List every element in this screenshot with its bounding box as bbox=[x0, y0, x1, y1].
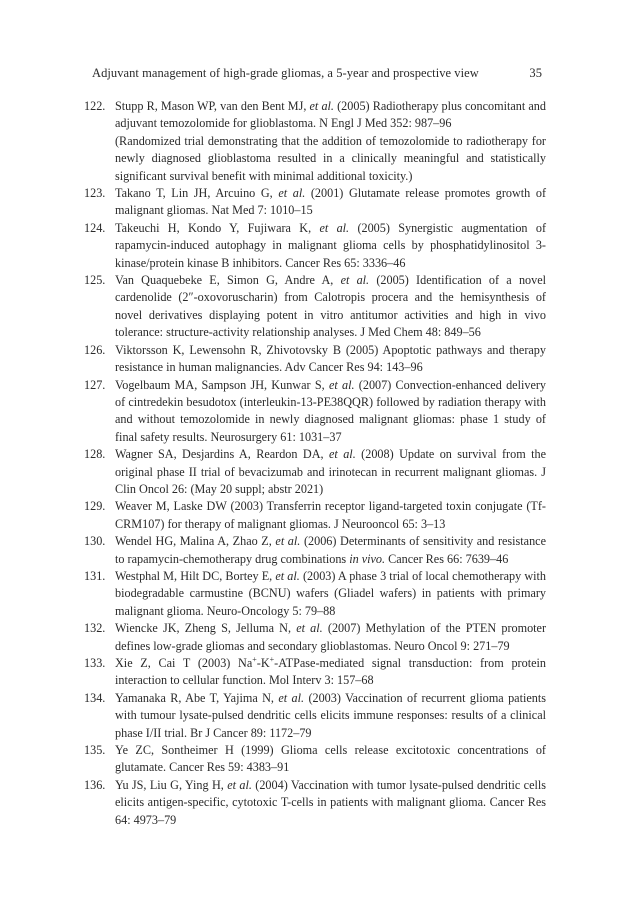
reference-et-al: et al. bbox=[296, 621, 323, 636]
reference-number: 133. bbox=[84, 656, 106, 670]
reference-text: (2007) Methylation of the PTEN promoter defines low-grade gliomas and secondary glioblastomas. Neuro Oncol 9: 271–79 bbox=[115, 621, 547, 653]
reference-authors: Wendel HG, Malina A, Zhao Z, bbox=[115, 534, 272, 549]
reference-text: Viktorsson K, Lewensohn R, Zhivotovsky B (2005) Apoptotic pathways and therapy resistance in human malignancies. Adv Cancer Res 94: 143–96 bbox=[115, 342, 546, 375]
reference-et-al: et al. bbox=[309, 99, 334, 113]
superscript-plus: + bbox=[269, 654, 275, 664]
reference-number: 132. bbox=[84, 621, 106, 636]
reference-number: 127. bbox=[84, 377, 106, 392]
reference-text: -ATPase-mediated signal transduction: from protein interaction to cellular function. Mol Interv 3: 157–68 bbox=[115, 656, 546, 688]
reference-et-al: et al. bbox=[278, 690, 305, 705]
reference-et-al: et al. bbox=[278, 186, 306, 201]
reference-text: (2007) Convection-enhanced delivery of cintredekin besudotox (interleukin-13-PE38QQR) followed by radiation therapy with and without temozolomide in newly diagnosed malignant gliomas: phase 1 study of final safety results. Neurosurgery 61: 1031–37 bbox=[115, 377, 547, 444]
reference-number: 125. bbox=[84, 273, 106, 288]
reference-text: (2005) Identification of a novel cardenolide (2″-oxovoruscharin) from Calotropis procera and the hemisynthesis of novel derivatives displaying potent in vitro antitumor activities and high in vivo tolerance: structure-activity relationship analyses. J Med Chem 48: 849–56 bbox=[115, 273, 547, 340]
reference-list bbox=[84, 98, 547, 829]
reference-et-al: et al. bbox=[275, 568, 300, 583]
reference-authors: Yamanaka R, Abe T, Yajima N, bbox=[115, 690, 274, 705]
reference-item bbox=[84, 777, 547, 829]
reference-text: (2003) A phase 3 trial of local chemotherapy with biodegradable carmustine (BCNU) wafers (Gliadel wafers) in patients with primary malignant glioma. Neuro-Oncology 5: 79–88 bbox=[115, 568, 547, 618]
reference-item bbox=[84, 533, 547, 568]
reference-item bbox=[84, 272, 547, 342]
reference-item bbox=[84, 98, 546, 185]
reference-authors: Wiencke JK, Zheng S, Jelluma N, bbox=[115, 621, 292, 636]
reference-et-al: et al. bbox=[340, 273, 370, 288]
reference-number: 124. bbox=[84, 220, 106, 235]
superscript-plus: + bbox=[252, 654, 257, 664]
reference-item bbox=[84, 185, 547, 220]
reference-et-al: et al. bbox=[275, 534, 301, 549]
reference-item bbox=[84, 377, 547, 447]
reference-text: (2005) Radiotherapy plus concomitant and adjuvant temozolomide for glioblastoma. N Engl J Med 352: 987–96 bbox=[115, 99, 546, 131]
reference-authors: Stupp R, Mason WP, van den Bent MJ, bbox=[115, 99, 307, 113]
reference-authors: Westphal M, Hilt DC, Bortey E, bbox=[115, 568, 273, 583]
reference-text-end: Cancer Res 66: 7639–46 bbox=[388, 551, 509, 566]
reference-text: (2005) Synergistic augmentation of rapamycin-induced autophagy in malignant glioma cells by phosphatidylinositol 3-kinase/protein kinase B inhibitors. Cancer Res 65: 3336–46 bbox=[115, 220, 547, 270]
reference-authors: Takano T, Lin JH, Arcuino G, bbox=[115, 186, 273, 201]
reference-text: (2004) Vaccination with tumor lysate-pulsed dendritic cells elicits antigen-specific, cytotoxic T-cells in patients with malignant glioma. Cancer Res 64: 4973–79 bbox=[115, 777, 547, 827]
reference-item bbox=[84, 342, 546, 377]
reference-number: 123. bbox=[84, 186, 106, 201]
reference-text: Ye ZC, Sontheimer H (1999) Glioma cells release excitotoxic concentrations of glutamate. Cancer Res 59: 4383–91 bbox=[115, 743, 546, 775]
reference-text: (2001) Glutamate release promotes growth of malignant gliomas. Nat Med 7: 1010–15 bbox=[115, 186, 547, 218]
reference-et-al: et al. bbox=[319, 220, 350, 235]
reference-text: (2006) Determinants of sensitivity and resistance to rapamycin-chemotherapy drug combinations bbox=[115, 534, 547, 566]
reference-authors: Yu JS, Liu G, Ying H, bbox=[115, 777, 224, 792]
reference-item bbox=[84, 446, 546, 498]
reference-item bbox=[84, 742, 546, 777]
reference-et-al: et al. bbox=[328, 377, 355, 392]
reference-number: 129. bbox=[84, 499, 106, 514]
reference-et-al: et al. bbox=[329, 447, 356, 462]
reference-italic-term: in vivo. bbox=[349, 551, 386, 566]
running-head-title: Adjuvant management of high-grade gliomas, a 5-year and prospective view bbox=[92, 66, 479, 80]
reference-item bbox=[84, 220, 547, 272]
reference-authors: Wagner SA, Desjardins A, Reardon DA, bbox=[115, 447, 324, 462]
reference-number: 126. bbox=[84, 342, 106, 357]
reference-number: 128. bbox=[84, 447, 106, 462]
reference-item bbox=[84, 690, 546, 742]
reference-authors: Vogelbaum MA, Sampson JH, Kunwar S, bbox=[115, 377, 325, 392]
reference-number: 130. bbox=[84, 534, 106, 549]
page-number: 35 bbox=[529, 66, 542, 80]
reference-text: (2003) Vaccination of recurrent glioma patients with tumour lysate-pulsed dendritic cells elicits immune responses: results of a clinical phase I/II trial. Br J Cancer 89: 1172–79 bbox=[115, 690, 546, 740]
reference-authors: Van Quaquebeke E, Simon G, Andre A, bbox=[115, 273, 334, 288]
reference-annotation: (Randomized trial demonstrating that the addition of temozolomide to radiotherapy for newly diagnosed glioblastoma resulted in a clinically meaningful and statistically significant survival benefit with minimal additional toxicity.) bbox=[115, 133, 546, 183]
reference-et-al: et al. bbox=[227, 777, 252, 792]
running-head bbox=[92, 66, 542, 81]
reference-item bbox=[84, 498, 546, 533]
reference-text: Weaver M, Laske DW (2003) Transferrin receptor ligand-targeted toxin conjugate (Tf-CRM107) for therapy of malignant gliomas. J Neurooncol 65: 3–13 bbox=[115, 499, 546, 531]
reference-item bbox=[84, 654, 546, 690]
reference-number: 135. bbox=[84, 743, 106, 758]
reference-number: 131. bbox=[84, 568, 106, 583]
reference-text-mid: -K bbox=[256, 656, 270, 670]
reference-authors: Takeuchi H, Kondo Y, Fujiwara K, bbox=[115, 220, 312, 235]
reference-item bbox=[84, 568, 547, 620]
reference-item bbox=[84, 620, 547, 655]
reference-authors: Xie Z, Cai T (2003) Na bbox=[115, 656, 253, 670]
reference-number: 136. bbox=[84, 777, 106, 792]
reference-text: (2008) Update on survival from the original phase II trial of bevacizumab and irinotecan in recurrent malignant gliomas. J Clin Oncol 26: (May 20 suppl; abstr 2021) bbox=[115, 447, 546, 496]
reference-number: 122. bbox=[84, 99, 106, 113]
reference-number: 134. bbox=[84, 690, 106, 705]
